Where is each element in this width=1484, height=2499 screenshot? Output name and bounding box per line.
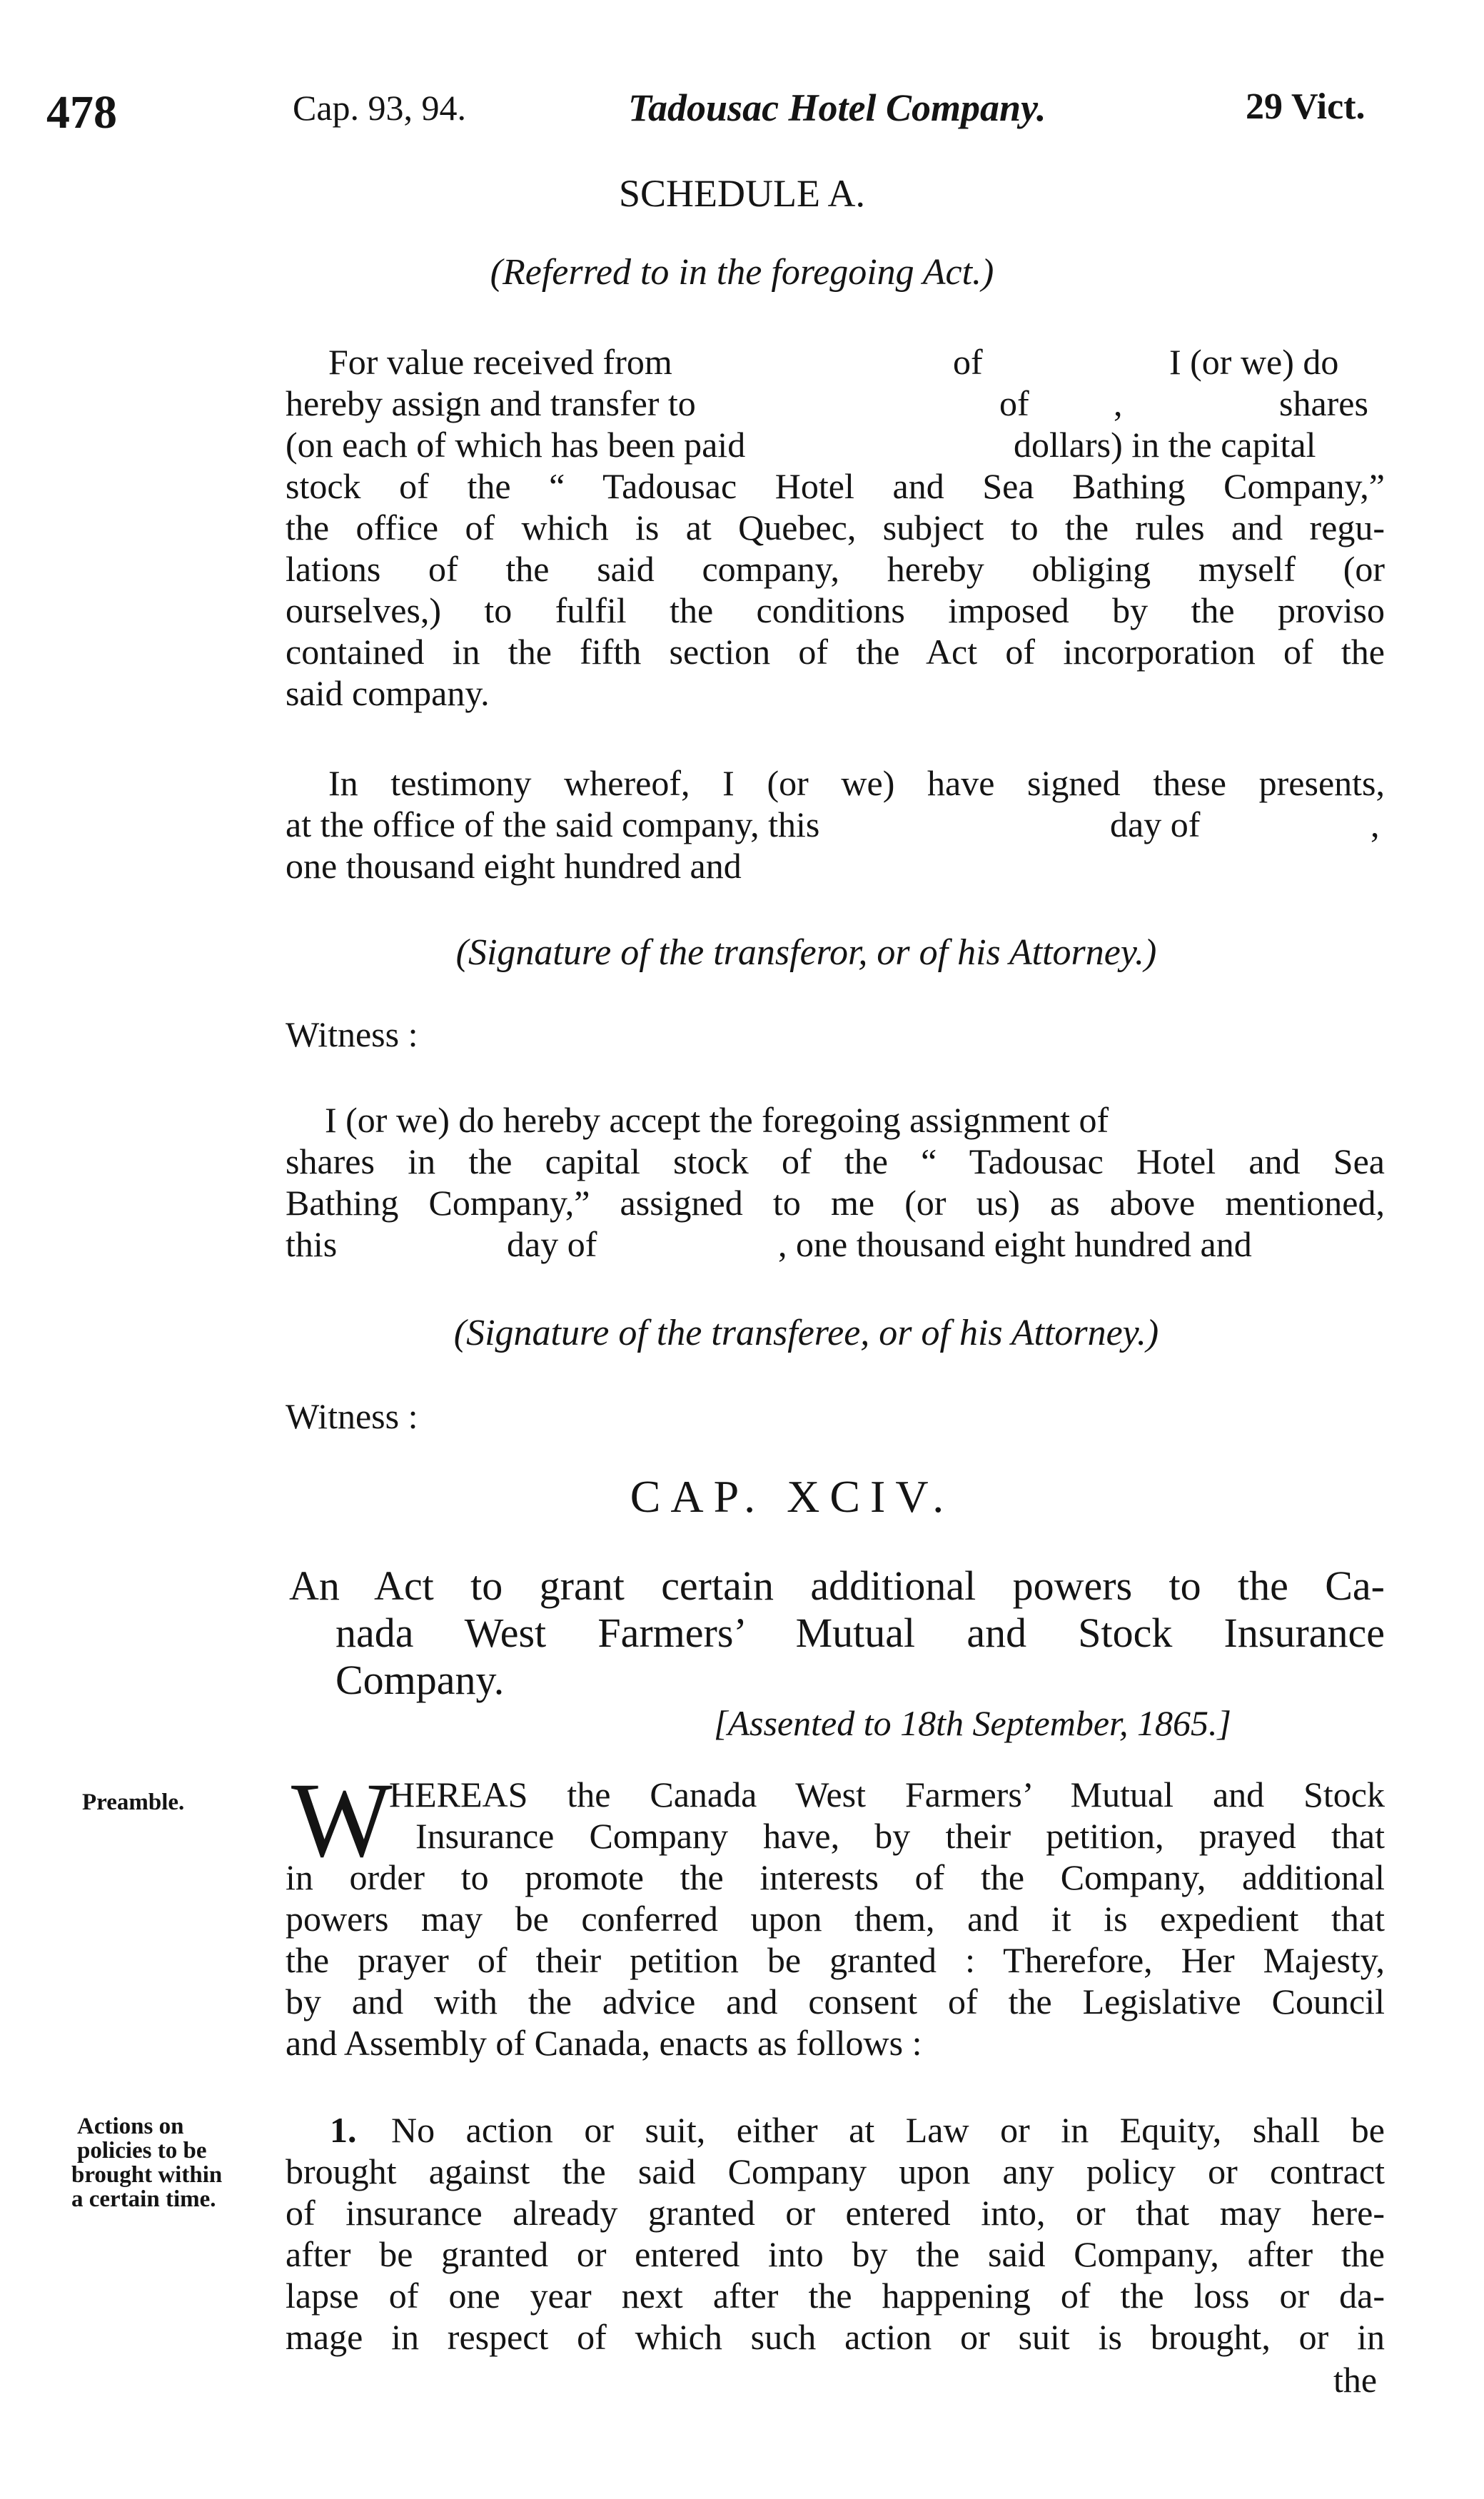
preamble-line-2: Insurance Company have, by their petition, prayed that	[415, 1816, 1385, 1856]
transfer-line-1b: of	[953, 342, 983, 382]
chapter-heading: CAP. XCIV.	[630, 1471, 954, 1522]
accept-line-4b: day of	[507, 1224, 597, 1264]
section-1-line-6: mage in respect of which such action or suit is brought, or in	[286, 2317, 1385, 2357]
transfer-line-4: stock of the “ Tadousac Hotel and Sea Bathing Company,”	[286, 466, 1385, 506]
transfer-line-2c: ,	[1114, 383, 1123, 423]
transfer-line-6: lations of the said company, hereby obliging myself (or	[286, 549, 1385, 589]
section-1-margin-line-1: Actions on	[77, 2114, 184, 2139]
section-1-line-5: lapse of one year next after the happening of the loss or da-	[286, 2276, 1385, 2316]
section-1-margin-line-2: policies to be	[77, 2138, 207, 2164]
preamble-line-4: powers may be conferred upon them, and it is expedient that	[286, 1899, 1385, 1939]
running-title: Tadousac Hotel Company.	[628, 86, 1046, 129]
section-1-number: 1.	[330, 2110, 357, 2150]
transfer-line-9: said company.	[286, 673, 490, 713]
testimony-line-2c: ,	[1371, 804, 1380, 844]
testimony-line-1: In testimony whereof, I (or we) have signed these presents,	[328, 763, 1385, 803]
regnal-year: 29 Vict.	[1246, 86, 1366, 127]
testimony-line-3: one thousand eight hundred and	[286, 846, 742, 886]
testimony-line-2b: day of	[1110, 804, 1201, 844]
transferor-signature-caption: (Signature of the transferor, or of his Attorney.)	[455, 932, 1157, 973]
transfer-line-8: contained in the fifth section of the Act of incorporation of the	[286, 632, 1385, 672]
act-title-line-3: Company.	[335, 1657, 505, 1703]
transfer-line-3a: (on each of which has been paid	[286, 425, 746, 465]
preamble-line-5: the prayer of their petition be granted : Therefore, Her Majesty,	[286, 1940, 1385, 1980]
accept-line-3: Bathing Company,” assigned to me (or us) as above mentioned,	[286, 1183, 1385, 1223]
transfer-line-2a: hereby assign and transfer to	[286, 383, 696, 423]
accept-line-1: I (or we) do hereby accept the foregoing assignment of	[325, 1100, 1109, 1140]
assent-date: [Assented to 18th September, 1865.]	[714, 1703, 1231, 1743]
transfer-line-7: ourselves,) to fulfil the conditions imposed by the proviso	[286, 590, 1385, 630]
transfer-line-2b: of	[999, 383, 1029, 423]
section-1-margin-line-4: a certain time.	[71, 2186, 216, 2212]
preamble-drop-cap: W	[291, 1761, 393, 1879]
preamble-line-3: in order to promote the interests of the Company, additional	[286, 1857, 1385, 1897]
transfer-line-1c: I (or we) do	[1169, 342, 1339, 382]
accept-line-2: shares in the capital stock of the “ Tadousac Hotel and Sea	[286, 1141, 1385, 1181]
section-1-line-2: brought against the said Company upon any policy or contract	[286, 2151, 1385, 2191]
accept-line-4c: , one thousand eight hundred and	[778, 1224, 1252, 1264]
act-title-line-1: An Act to grant certain additional powers to the Ca-	[289, 1562, 1385, 1609]
schedule-subtitle: (Referred to in the foregoing Act.)	[490, 252, 994, 293]
witness-label-1: Witness :	[286, 1014, 418, 1054]
preamble-line-7: and Assembly of Canada, enacts as follows :	[286, 2023, 922, 2063]
preamble-line-1: HEREAS the Canada West Farmers’ Mutual and Stock	[389, 1774, 1385, 1814]
testimony-line-2a: at the office of the said company, this	[286, 804, 820, 844]
accept-line-4a: this	[286, 1224, 338, 1264]
catchword: the	[1333, 2360, 1378, 2400]
transfer-line-1a: For value received from	[328, 342, 672, 382]
transfer-line-5: the office of which is at Quebec, subject to the rules and regu-	[286, 508, 1385, 547]
section-1-margin-line-3: brought within	[71, 2162, 223, 2188]
section-1-line-1: No action or suit, either at Law or in Equity, shall be	[391, 2110, 1385, 2150]
chapter-reference: Cap. 93, 94.	[293, 88, 467, 128]
section-1-line-4: after be granted or entered into by the said Company, after the	[286, 2234, 1385, 2274]
schedule-title: SCHEDULE A.	[618, 172, 865, 215]
section-1-line-3: of insurance already granted or entered into, or that may here-	[286, 2193, 1385, 2233]
transfer-line-3b: dollars) in the capital	[1014, 425, 1316, 465]
preamble-margin-note: Preamble.	[82, 1789, 185, 1815]
preamble-line-6: by and with the advice and consent of the Legislative Council	[286, 1981, 1385, 2021]
act-title-line-2: nada West Farmers’ Mutual and Stock Insurance	[335, 1610, 1385, 1656]
transfer-line-2d: shares	[1279, 383, 1368, 423]
transferee-signature-caption: (Signature of the transferee, or of his Attorney.)	[453, 1313, 1159, 1353]
witness-label-2: Witness :	[286, 1396, 418, 1436]
page-number: 478	[46, 86, 117, 138]
